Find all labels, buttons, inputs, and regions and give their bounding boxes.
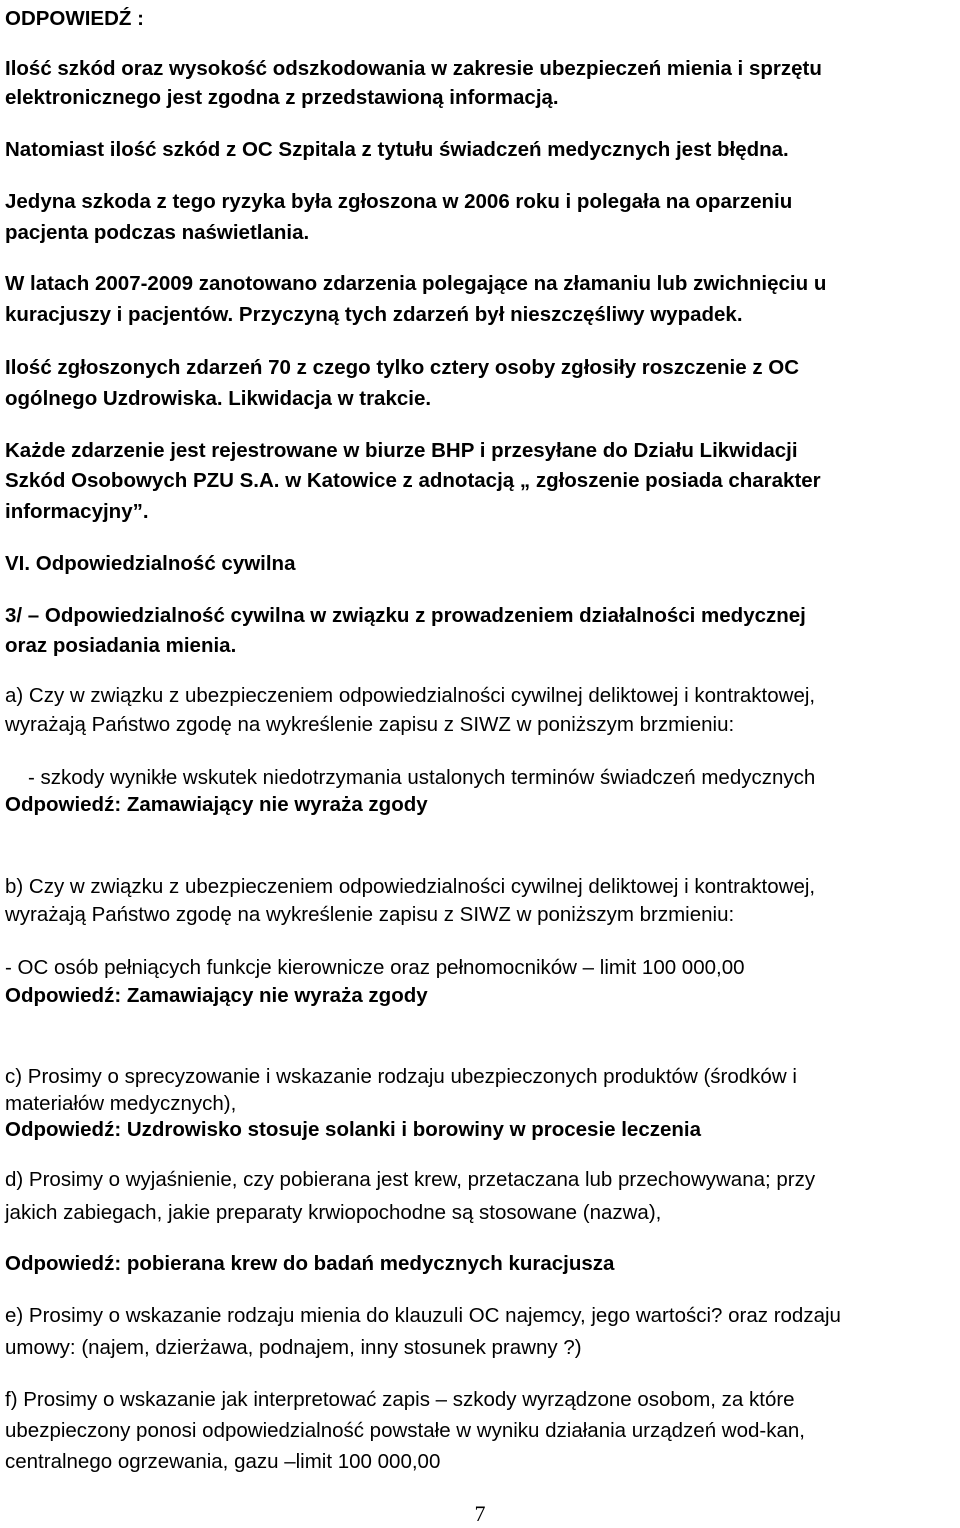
question-e: umowy: (najem, dzierżawa, podnajem, inny stosunek prawny ?) [5,1336,582,1359]
text-line: Każde zdarzenie jest rejestrowane w biurze BHP i przesyłane do Działu Likwidacji [5,439,798,462]
answer: Odpowiedź: pobierana krew do badań medycznych kuracjusza [5,1252,615,1275]
page-number: 7 [474,1501,486,1526]
text-line: informacyjny”. [5,500,149,523]
question-f: f) Prosimy o wskazanie jak interpretować zapis – szkody wyrządzone osobom, za które [5,1388,795,1411]
answer: Odpowiedź: Uzdrowisko stosuje solanki i borowiny w procesie leczenia [5,1118,702,1141]
text-line: Natomiast ilość szkód z OC Szpitala z tytułu świadczeń medycznych jest błędna. [5,138,789,161]
question-a: a) Czy w związku z ubezpieczeniem odpowiedzialności cywilnej deliktowej i kontraktowej, [5,684,816,707]
text-line: kuracjuszy i pacjentów. Przyczyną tych zdarzeń był nieszczęśliwy wypadek. [5,303,743,326]
text-line: Ilość szkód oraz wysokość odszkodowania w zakresie ubezpieczeń mienia i sprzętu [5,57,822,80]
answer: Odpowiedź: Zamawiający nie wyraża zgody [5,984,428,1007]
question-b: wyrażają Państwo zgodę na wykreślenie zapisu z SIWZ w poniższym brzmieniu: [5,903,735,926]
question-d: d) Prosimy o wyjaśnienie, czy pobierana jest krew, przetaczana lub przechowywana; przy [5,1168,816,1191]
question-d: jakich zabiegach, jakie preparaty krwiopochodne są stosowane (nazwa), [5,1201,662,1224]
text-line: W latach 2007-2009 zanotowano zdarzenia polegające na złamaniu lub zwichnięciu u [5,272,827,295]
text-line: elektronicznego jest zgodna z przedstawioną informacją. [5,86,559,109]
question-b: b) Czy w związku z ubezpieczeniem odpowiedzialności cywilnej deliktowej i kontraktowej, [5,875,816,898]
subsection-heading: 3/ – Odpowiedzialność cywilna w związku z prowadzeniem działalności medycznej [5,604,806,627]
question-f: ubezpieczony ponosi odpowiedzialność powstałe w wyniku działania urządzeń wod-kan, [5,1419,805,1442]
quoted-clause: - szkody wynikłe wskutek niedotrzymania ustalonych terminów świadczeń medycznych [28,766,816,789]
question-a: wyrażają Państwo zgodę na wykreślenie zapisu z SIWZ w poniższym brzmieniu: [5,713,735,736]
question-c: materiałów medycznych), [5,1092,237,1115]
section-heading: VI. Odpowiedzialność cywilna [5,552,296,575]
heading-odpowiedz: ODPOWIEDŹ : [5,7,144,30]
question-f: centralnego ogrzewania, gazu –limit 100 000,00 [5,1450,441,1473]
text-line: Ilość zgłoszonych zdarzeń 70 z czego tylko cztery osoby zgłosiły roszczenie z OC [5,356,800,379]
question-e: e) Prosimy o wskazanie rodzaju mienia do klauzuli OC najemcy, jego wartości? oraz rodzaju [5,1304,841,1327]
question-c: c) Prosimy o sprecyzowanie i wskazanie rodzaju ubezpieczonych produktów (środków i [5,1065,797,1088]
answer: Odpowiedź: Zamawiający nie wyraża zgody [5,793,428,816]
text-line: Szkód Osobowych PZU S.A. w Katowice z adnotacją „ zgłoszenie posiada charakter [5,469,821,492]
quoted-clause: - OC osób pełniących funkcje kierownicze oraz pełnomocników – limit 100 000,00 [5,956,745,979]
text-line: pacjenta podczas naświetlania. [5,221,310,244]
text-line: Jedyna szkoda z tego ryzyka była zgłoszona w 2006 roku i polegała na oparzeniu [5,190,793,213]
text-line: ogólnego Uzdrowiska. Likwidacja w trakcie. [5,387,432,410]
subsection-heading: oraz posiadania mienia. [5,634,237,657]
